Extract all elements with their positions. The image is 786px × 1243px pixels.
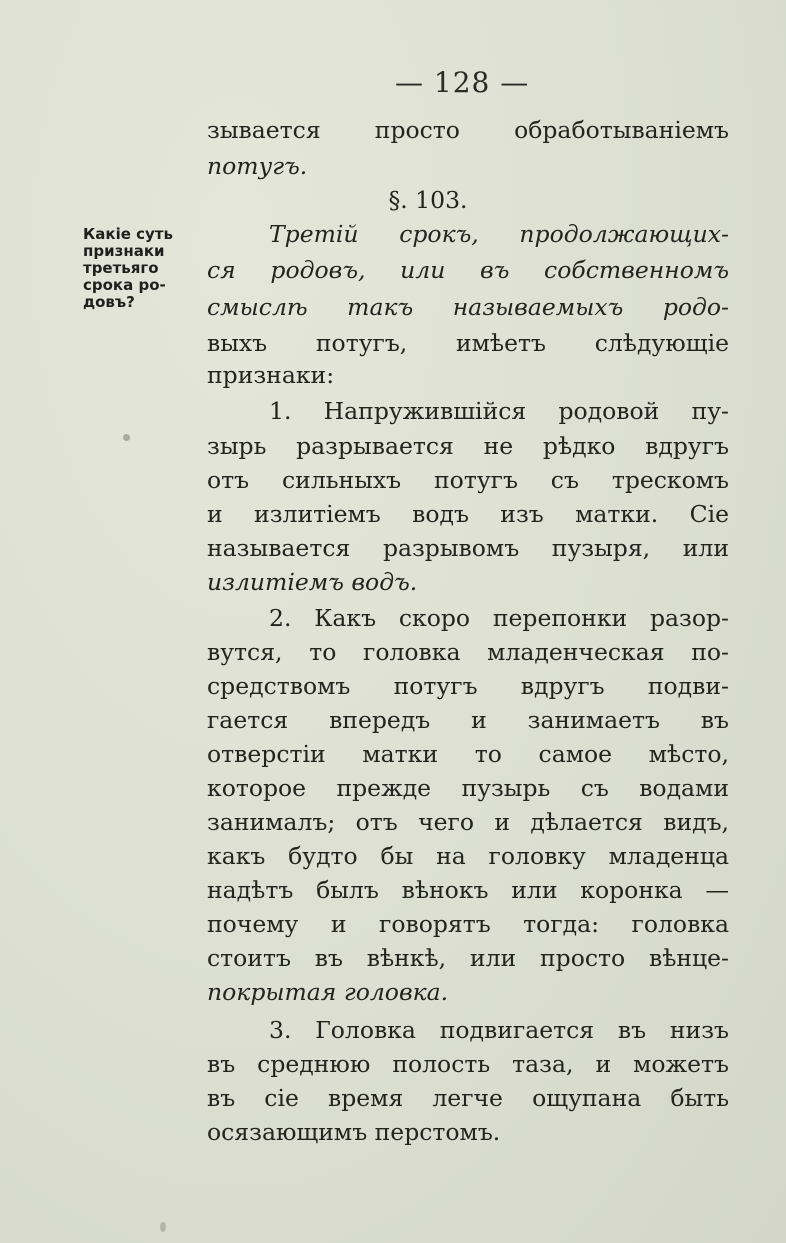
text-line: надѣтъ былъ вѣнокъ или коронка — [207,876,729,904]
text-line: какъ будто бы на головку младенца [207,842,729,870]
text-line: въ среднюю полость таза, и можетъ [207,1050,729,1078]
margin-note-line: признаки [83,242,165,260]
text-line: излитіемъ водъ. [207,568,418,596]
margin-note [83,226,205,311]
text-line: покрытая головка. [207,978,449,1006]
text-line: 2. Какъ скоро перепонки разор- [269,604,729,632]
text-line: отъ сильныхъ потугъ съ трескомъ [207,466,729,494]
text-line: 1. Напружившійся родовой пу- [269,397,729,425]
section-heading: §. 103. [388,186,468,214]
text-line: вутся, то головка младенческая по- [207,638,729,666]
text-line: называется разрывомъ пузыря, или [207,534,729,562]
text-line: выхъ потугъ, имѣетъ слѣдующіе [207,329,729,357]
paper-blemish [160,1222,166,1232]
text-line: Третій срокъ, продолжающих- [269,220,729,248]
margin-note-line: третьяго [83,259,159,277]
text-line: ся родовъ, или въ собственномъ [207,256,729,284]
text-line: и излитіемъ водъ изъ матки. Сіе [207,500,729,528]
page-number: — 128 — [395,66,530,99]
margin-note-line: Какіе суть [83,225,173,243]
text-line: отверстіи матки то самое мѣсто, [207,740,729,768]
text-line: смыслѣ такъ называемыхъ родо- [207,293,729,321]
text-line: въ сіе время легче ощупана быть [207,1084,729,1112]
text-line: гается впередъ и занимаетъ въ [207,706,729,734]
text-line: 3. Головка подвигается въ низъ [269,1016,729,1044]
text-line: зывается просто обработываніемъ [207,116,729,144]
paper-blemish [123,434,130,441]
text-line: занималъ; отъ чего и дѣлается видъ, [207,808,729,836]
text-line: зырь разрывается не рѣдко вдругъ [207,432,729,460]
text-line: осязающимъ перстомъ. [207,1118,501,1146]
text-line: средствомъ потугъ вдругъ подви- [207,672,729,700]
text-line: потугъ. [207,152,308,180]
text-line: почему и говорятъ тогда: головка [207,910,729,938]
text-line: которое прежде пузырь съ водами [207,774,729,802]
margin-note-line: срока ро- [83,276,166,294]
margin-note-line: довъ? [83,293,135,311]
text-line: признаки: [207,361,335,389]
text-line: стоитъ въ вѣнкѣ, или просто вѣнце- [207,944,729,972]
